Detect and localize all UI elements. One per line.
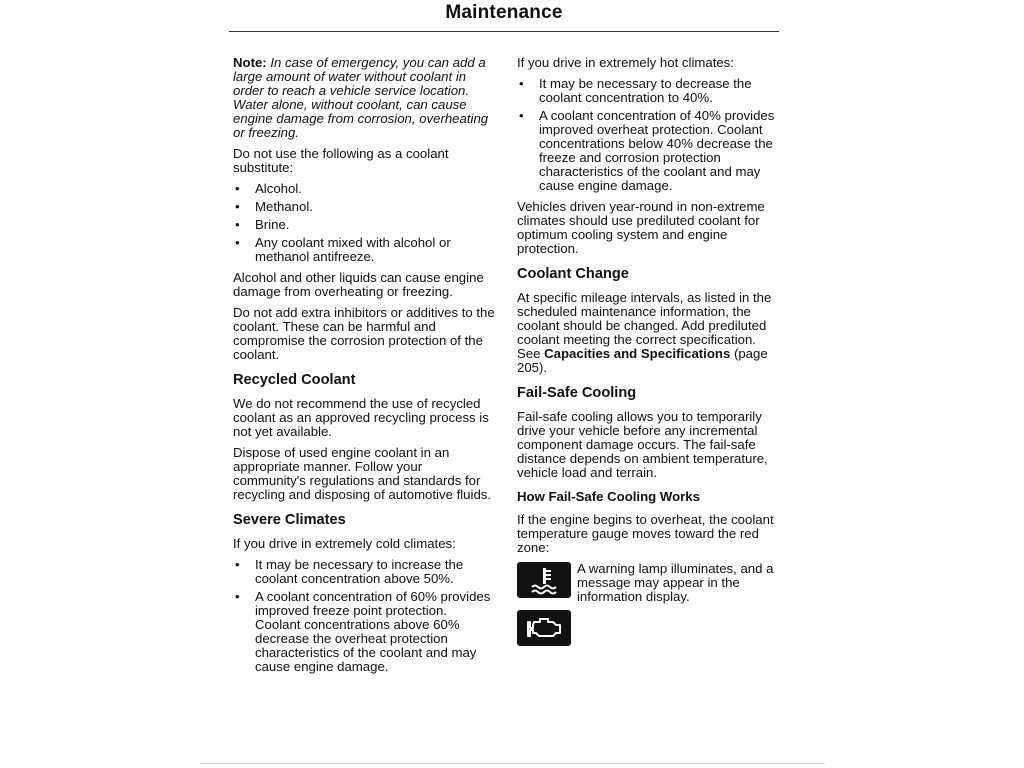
list-item: • Methanol. xyxy=(235,199,313,214)
substitute-list xyxy=(233,182,495,264)
page-title: Maintenance xyxy=(445,2,563,23)
coolant-change-paragraph: At specific mileage intervals, as listed in the scheduled maintenance information, the coolant should be changed. Add prediluted coolant meeting the correct specification. See Capacities and Specifications (page 205). xyxy=(517,290,772,375)
bullet: • xyxy=(235,181,240,196)
hot-list xyxy=(517,77,779,193)
list-item: • Brine. xyxy=(235,217,290,232)
page-header xyxy=(229,0,779,32)
recycled-coolant-heading: Recycled Coolant xyxy=(233,372,356,388)
bullet: • xyxy=(235,199,240,214)
coolant-change-heading: Coolant Change xyxy=(517,266,629,282)
list-item: • Any coolant mixed with alcohol or methanol antifreeze. xyxy=(235,235,451,264)
list-item: • It may be necessary to increase the coolant concentration above 50%. xyxy=(235,557,464,586)
engine-warning-row xyxy=(517,610,779,646)
left-column xyxy=(233,56,495,681)
bullet: • xyxy=(519,108,524,123)
coolant-temperature-warning-icon xyxy=(517,562,571,598)
year-round-paragraph: Vehicles driven year-round in non-extreme climates should use prediluted coolant for optimum cooling system and engine protection. xyxy=(517,199,765,256)
inhibitors-paragraph: Do not add extra inhibitors or additives to the coolant. These can be harmful and compromise the corrosion protection of the coolant. xyxy=(233,305,495,362)
fail-safe-paragraph: Fail-safe cooling allows you to temporarily drive your vehicle before any incremental component damage occurs. The fail-safe distance depends on ambient temperature, vehicle load and terrain. xyxy=(517,409,768,480)
note-label: Note: xyxy=(233,55,267,70)
warning-lamp-row xyxy=(517,562,779,604)
cold-list xyxy=(233,558,495,674)
bullet: • xyxy=(519,76,524,91)
substitute-intro: Do not use the following as a coolant substitute: xyxy=(233,146,449,175)
note-text: In case of emergency, you can add a large amount of water without coolant in order to reach a vehicle service location. Water alone, without coolant, can cause engine damage from corrosion, overheating or freezing. xyxy=(233,55,489,140)
right-column xyxy=(517,56,779,646)
hot-intro: If you drive in extremely hot climates: xyxy=(517,55,734,70)
bottom-rule xyxy=(200,763,825,764)
fail-safe-cooling-heading: Fail-Safe Cooling xyxy=(517,385,637,401)
note-paragraph xyxy=(233,56,495,140)
list-item: • A coolant concentration of 60% provides improved freeze point protection. Coolant concentrations above 60% decrease the overheat protection characteristics of the coolant and may cause engine damage. xyxy=(235,589,491,674)
list-item: • It may be necessary to decrease the coolant concentration to 40%. xyxy=(519,76,752,105)
engine-warning-icon xyxy=(517,610,571,646)
list-item: • A coolant concentration of 40% provides improved overheat protection. Coolant concentrations below 40% decrease the freeze and corrosion protection characteristics of the coolant and may cause engine damage. xyxy=(519,108,775,193)
how-fail-safe-heading: How Fail-Safe Cooling Works xyxy=(517,489,700,504)
severe-climates-heading: Severe Climates xyxy=(233,512,346,528)
recycled-paragraph-2: Dispose of used engine coolant in an appropriate manner. Follow your community's regulations and standards for recycling and disposing of automotive fluids. xyxy=(233,445,492,502)
capacities-link[interactable]: Capacities and Specifications xyxy=(544,346,731,361)
how-fail-safe-paragraph: If the engine begins to overheat, the coolant temperature gauge moves toward the red zone: xyxy=(517,512,774,555)
recycled-paragraph-1: We do not recommend the use of recycled coolant as an approved recycling process is not yet available. xyxy=(233,396,489,439)
bullet: • xyxy=(235,589,240,604)
alcohol-paragraph: Alcohol and other liquids can cause engine damage from overheating or freezing. xyxy=(233,270,484,299)
cold-intro: If you drive in extremely cold climates: xyxy=(233,536,456,551)
bullet: • xyxy=(235,557,240,572)
warning-lamp-text: A warning lamp illuminates, and a message may appear in the information display. xyxy=(577,561,774,604)
list-item: • Alcohol. xyxy=(235,181,302,196)
bullet: • xyxy=(235,235,240,250)
bullet: • xyxy=(235,217,240,232)
